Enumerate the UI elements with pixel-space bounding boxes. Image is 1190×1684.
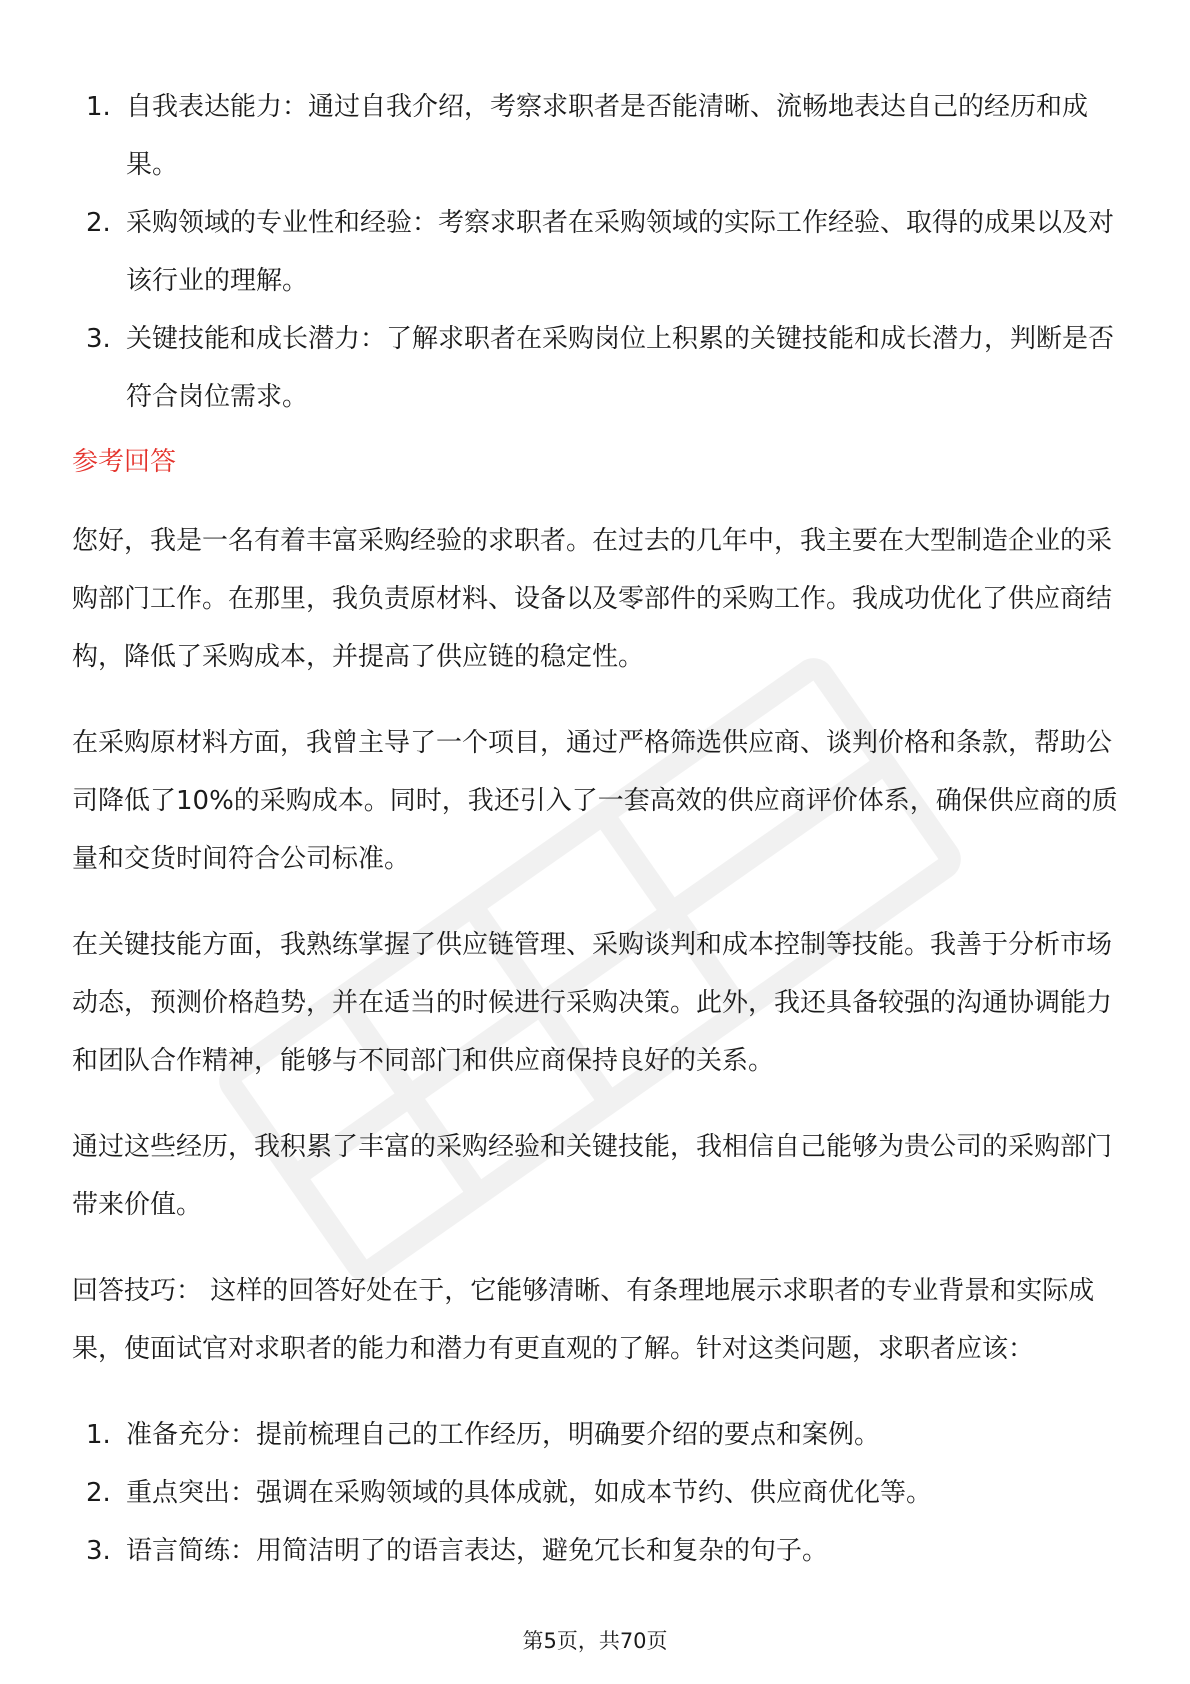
list-text: 重点突出：强调在采购领域的具体成就，如成本节约、供应商优化等。 xyxy=(126,1478,933,1508)
list-text: 准备充分：提前梳理自己的工作经历，明确要介绍的要点和案例。 xyxy=(126,1420,881,1450)
tips-list xyxy=(72,1406,1122,1580)
evaluation-points-list xyxy=(72,78,1122,426)
list-item xyxy=(72,1464,1122,1522)
list-item xyxy=(72,310,1122,426)
answer-paragraph: 在采购原材料方面，我曾主导了一个项目，通过严格筛选供应商、谈判价格和条款，帮助公司降低了10%的采购成本。同时，我还引入了一套高效的供应商评价体系，确保供应商的质量和交货时间符合公司标准。 xyxy=(72,728,1118,874)
list-text: 采购领域的专业性和经验：考察求职者在采购领域的实际工作经验、取得的成果以及对该行业的理解。 xyxy=(126,208,1115,296)
page-footer: 第5页，共70页 xyxy=(522,1629,668,1653)
list-number: 3. xyxy=(86,324,111,354)
list-text: 语言简练：用简洁明了的语言表达，避免冗长和复杂的句子。 xyxy=(126,1536,829,1566)
answer-tips: 回答技巧： 这样的回答好处在于，它能够清晰、有条理地展示求职者的专业背景和实际成果，使面试官对求职者的能力和潜力有更直观的了解。针对这类问题，求职者应该： xyxy=(72,1276,1095,1364)
answer-paragraph: 在关键技能方面，我熟练掌握了供应链管理、采购谈判和成本控制等技能。我善于分析市场动态，预测价格趋势，并在适当的时候进行采购决策。此外，我还具备较强的沟通协调能力和团队合作精神，能够与不同部门和供应商保持良好的关系。 xyxy=(72,930,1113,1076)
list-item xyxy=(72,78,1122,194)
list-number: 1. xyxy=(86,92,111,122)
section-heading: 参考回答 xyxy=(72,447,177,477)
list-number: 3. xyxy=(86,1536,111,1566)
list-number: 2. xyxy=(86,208,111,238)
list-text: 关键技能和成长潜力：了解求职者在采购岗位上积累的关键技能和成长潜力，判断是否符合岗位需求。 xyxy=(126,324,1115,412)
list-number: 2. xyxy=(86,1478,111,1508)
list-item xyxy=(72,1406,1122,1464)
list-item xyxy=(72,194,1122,310)
list-text: 自我表达能力：通过自我介绍，考察求职者是否能清晰、流畅地表达自己的经历和成果。 xyxy=(126,92,1089,180)
answer-paragraph: 通过这些经历，我积累了丰富的采购经验和关键技能，我相信自己能够为贵公司的采购部门带来价值。 xyxy=(72,1132,1113,1220)
answer-paragraph: 您好，我是一名有着丰富采购经验的求职者。在过去的几年中，我主要在大型制造企业的采购部门工作。在那里，我负责原材料、设备以及零部件的采购工作。我成功优化了供应商结构，降低了采购成本，并提高了供应链的稳定性。 xyxy=(72,526,1113,672)
document-page xyxy=(72,78,1122,1580)
list-number: 1. xyxy=(86,1420,111,1450)
list-item xyxy=(72,1522,1122,1580)
